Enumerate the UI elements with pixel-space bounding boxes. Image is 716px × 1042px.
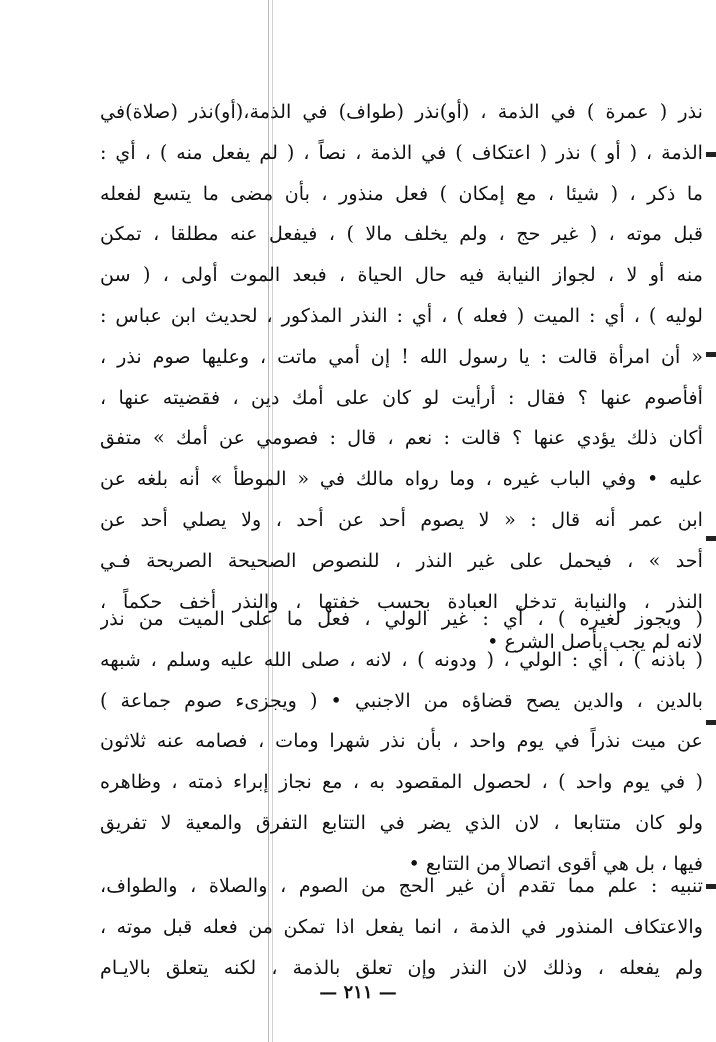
paragraph-main: [100, 92, 703, 663]
text-line: ما ذكر ، ( شيئا ، مع إمكان ) فعل منذور ، بأن مضى ما يتسع لفعله: [100, 181, 703, 205]
text-line: لوليه ) ، أي : الميت ( فعله ) ، أي : النذر المذكور ، لحديث ابن عباس :: [100, 303, 703, 327]
text-line: « أن امرأة قالت : يا رسول الله ! إن أمي ماتت ، وعليها صوم نذر ،: [100, 344, 703, 368]
text-line: أكان ذلك يؤدي عنها ؟ قالت : نعم ، قال : فصومي عن أمك » متفق: [100, 426, 703, 450]
text-line: بالدين ، والدين يصح قضاؤه من الاجنبي • ( ويجزىء صوم جماعة ): [100, 688, 703, 712]
edge-mark: [706, 152, 716, 157]
text-line: تنبيه : علم مما تقدم أن غير الحج من الصوم ، والصلاة ، والطواف،: [100, 874, 703, 897]
edge-mark: [706, 536, 716, 541]
text-line: الذمة ، ( أو ) نذر ( اعتكاف ) في الذمة ، نصاً ، ( لم يفعل منه ) ، أي :: [100, 140, 703, 164]
text-line: والاعتكاف المنذور في الذمة ، انما يفعل اذا تمكن من فعله قبل موته ،: [100, 914, 703, 938]
edge-mark: [706, 884, 716, 889]
text-line: قبل موته ، ( غير حج ، ولم يخلف مالا ) ، فيفعل عنه مطلقا ، تمكن: [100, 222, 703, 246]
text-line: عليه • وفي الباب غيره ، وما رواه مالك في « الموطأ » أنه بلغه عن: [100, 467, 703, 491]
text-line: فيها ، بل هي أقوى اتصالا من التتابع •: [408, 851, 703, 875]
text-line: ولو كان متتابعا ، لان الذي يضر في التتابع التفرق والمعية لا تفريق: [100, 810, 703, 834]
edge-mark: [706, 720, 716, 725]
text-line: ( في يوم واحد ) ، لحصول المقصود به ، مع نجاز إبراء ذمته ، وظاهره: [100, 770, 703, 794]
text-line: ولم يفعله ، وذلك لان النذر وإن تعلق بالذمة ، لكنه يتعلق بالايـام: [100, 955, 703, 979]
text-line: لانه لم يجب بأصل الشرع •: [487, 630, 703, 654]
text-line: أفأصوم عنها ؟ فقال : أرأيت لو كان على أمك دين ، فقضيته عنها ،: [100, 385, 703, 409]
text-line: نذر ( عمرة ) في الذمة ، (أو)نذر (طواف) في الذمة،(أو)نذر (صلاة)في: [100, 100, 703, 123]
text-line: منه أو لا ، لجواز النيابة فيه حال الحياة ، فبعد الموت أولى ، ( سن: [100, 263, 703, 287]
text-line: ( باذنه ) ، أي : الولي ، ( ودونه ) ، لانه ، صلى الله عليه وسلم ، شبهه: [100, 647, 703, 671]
paragraph-note: [100, 866, 703, 988]
paragraph-proxy: [100, 599, 703, 885]
page-number: — ٢١١ —: [319, 982, 397, 1003]
text-line: عن ميت نذراً في يوم واحد ، بأن نذر شهرا ومات ، فصامه عنه ثلاثون: [100, 729, 703, 753]
edge-mark: [706, 352, 716, 357]
text-line: ( ويجوز لغيره ) ، أي : غير الولي ، فعل ما على الميت من نذر: [100, 607, 703, 630]
text-line: أحد » ، فيحمل على غير النذر ، للنصوص الصحيحة الصريحة فـي: [100, 548, 703, 572]
text-line: النذر ، والنيابة تدخل العبادة بحسب خفتها ، والنذر أخف حكماً ،: [100, 589, 703, 613]
text-line: ابن عمر أنه قال : « لا يصوم أحد عن أحد ، ولا يصلي أحد عن: [100, 507, 703, 531]
